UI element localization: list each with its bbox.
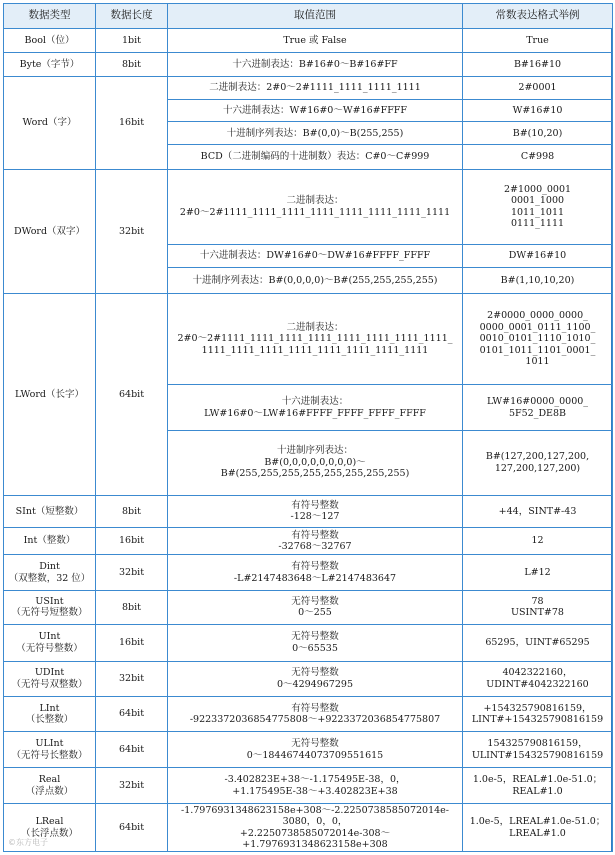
cell-value-range: -3.402823E+38～-1.175495E-38，0， +1.175495E-38～+3.402823E+38: [168, 767, 463, 803]
cell-data-length: 16bit: [96, 527, 168, 554]
table-row: [4, 53, 613, 76]
cell-data-length: 64bit: [96, 732, 168, 767]
cell-data-type: SInt（短整数）: [4, 495, 96, 527]
cell-data-length: 64bit: [96, 294, 168, 495]
cell-constant-example: True: [463, 29, 613, 53]
header-constant-example: 常数表达格式举例: [463, 4, 613, 29]
cell-constant-example: W#16#10: [463, 99, 613, 121]
cell-data-length: 32bit: [96, 169, 168, 294]
cell-value-range: 二进制表达： 2#0～2#1111_1111_1111_1111_1111_1111_1111_1111: [168, 169, 463, 244]
cell-data-length: 16bit: [96, 76, 168, 169]
cell-data-type: Int（整数）: [4, 527, 96, 554]
cell-data-type: Bool（位）: [4, 29, 96, 53]
cell-data-type: Byte（字节）: [4, 53, 96, 76]
table-row: [4, 527, 613, 554]
cell-value-range: BCD（二进制编码的十进制数）表达：C#0～C#999: [168, 145, 463, 169]
cell-data-length: 8bit: [96, 53, 168, 76]
table-row: [4, 495, 613, 527]
cell-constant-example: B#(127,200,127,200, 127,200,127,200): [463, 430, 613, 495]
cell-value-range: 无符号整数 0～65535: [168, 625, 463, 661]
cell-value-range: 无符号整数 0～18446744073709551615: [168, 732, 463, 767]
cell-value-range: 二进制表达：2#0～2#1111_1111_1111_1111: [168, 76, 463, 99]
cell-constant-example: B#(10,20): [463, 122, 613, 145]
header-value-range: 取值范围: [168, 4, 463, 29]
table-row: [4, 697, 613, 732]
cell-data-type: LInt （长整数）: [4, 697, 96, 732]
cell-value-range: 十六进制表达：W#16#0～W#16#FFFF: [168, 99, 463, 121]
cell-data-type: Word（字）: [4, 76, 96, 169]
cell-constant-example: 4042322160， UDINT#4042322160: [463, 661, 613, 696]
cell-constant-example: +44，SINT#-43: [463, 495, 613, 527]
cell-constant-example: B#16#10: [463, 53, 613, 76]
cell-constant-example: 154325790816159， ULINT#154325790816159: [463, 732, 613, 767]
cell-value-range: 有符号整数 -9223372036854775808～+9223372036854775807: [168, 697, 463, 732]
header-data-length: 数据长度: [96, 4, 168, 29]
cell-constant-example: LW#16#0000_0000_ 5F52_DE8B: [463, 385, 613, 431]
cell-constant-example: 65295，UINT#65295: [463, 625, 613, 661]
table-row: [4, 732, 613, 767]
cell-data-type: DWord（双字）: [4, 169, 96, 294]
cell-value-range: True 或 False: [168, 29, 463, 53]
cell-data-type: Real （浮点数）: [4, 767, 96, 803]
table-row: [4, 590, 613, 624]
cell-data-length: 32bit: [96, 767, 168, 803]
cell-data-type: UInt （无符号整数）: [4, 625, 96, 661]
cell-constant-example: +154325790816159， LINT#+154325790816159: [463, 697, 613, 732]
cell-constant-example: 1.0e-5，LREAL#1.0e-51.0； LREAL#1.0: [463, 804, 613, 852]
table-row: [4, 661, 613, 696]
cell-data-length: 64bit: [96, 804, 168, 852]
cell-data-type: UDInt （无符号双整数）: [4, 661, 96, 696]
cell-data-type: LReal （长浮点数）: [4, 804, 96, 852]
header-data-type: 数据类型: [4, 4, 96, 29]
cell-value-range: 有符号整数 -128～127: [168, 495, 463, 527]
cell-value-range: 无符号整数 0～4294967295: [168, 661, 463, 696]
cell-value-range: 十进制序列表达：B#(0,0)～B(255,255): [168, 122, 463, 145]
cell-data-length: 8bit: [96, 495, 168, 527]
cell-value-range: 十进制序列表达：B#(0,0,0,0)～B#(255,255,255,255): [168, 267, 463, 293]
table-row: [4, 169, 613, 244]
table-row: [4, 625, 613, 661]
cell-constant-example: 1.0e-5，REAL#1.0e-51.0； REAL#1.0: [463, 767, 613, 803]
table-row: [4, 76, 613, 99]
cell-data-length: 1bit: [96, 29, 168, 53]
cell-constant-example: C#998: [463, 145, 613, 169]
cell-value-range: 十六进制表达：DW#16#0～DW#16#FFFF_FFFF: [168, 244, 463, 267]
table-header: [4, 4, 613, 29]
cell-constant-example: 12: [463, 527, 613, 554]
cell-value-range: -1.7976931348623158e+308～-2.2250738585072014e-3080，0，0， +2.2250738585072014e-308～+1.7976931348623158e+308: [168, 804, 463, 852]
cell-value-range: 二进制表达： 2#0～2#1111_1111_1111_1111_1111_1111_1111_1111_ 1111_1111_1111_1111_1111_1111_1111_1111: [168, 294, 463, 385]
cell-data-length: 8bit: [96, 590, 168, 624]
cell-value-range: 有符号整数 -32768～32767: [168, 527, 463, 554]
cell-value-range: 十进制序列表达： B#(0,0,0,0,0,0,0,0)～ B#(255,255,255,255,255,255,255,255): [168, 430, 463, 495]
cell-value-range: 有符号整数 -L#2147483648～L#2147483647: [168, 555, 463, 590]
table-body: [4, 29, 613, 852]
cell-constant-example: 2#0000_0000_0000_ 0000_0001_0111_1100_ 0010_0101_1110_1010_ 0101_1011_1101_0001_ 1011: [463, 294, 613, 385]
table-row: [4, 29, 613, 53]
cell-data-type: LWord（长字）: [4, 294, 96, 495]
table-row: [4, 555, 613, 590]
cell-constant-example: L#12: [463, 555, 613, 590]
cell-value-range: 无符号整数 0～255: [168, 590, 463, 624]
cell-data-length: 32bit: [96, 555, 168, 590]
cell-constant-example: 2#1000_0001 0001_1000 1011_1011 0111_1111: [463, 169, 613, 244]
data-type-table: [3, 3, 613, 852]
table-row: [4, 294, 613, 385]
cell-data-length: 16bit: [96, 625, 168, 661]
cell-constant-example: 78 USINT#78: [463, 590, 613, 624]
cell-value-range: 十六进制表达：B#16#0～B#16#FF: [168, 53, 463, 76]
cell-data-type: Dint （双整数，32 位）: [4, 555, 96, 590]
cell-data-length: 64bit: [96, 697, 168, 732]
table-row: [4, 804, 613, 852]
cell-constant-example: 2#0001: [463, 76, 613, 99]
watermark: ©东方电子: [8, 838, 48, 847]
cell-constant-example: B#(1,10,10,20): [463, 267, 613, 293]
table-row: [4, 767, 613, 803]
cell-constant-example: DW#16#10: [463, 244, 613, 267]
cell-value-range: 十六进制表达： LW#16#0～LW#16#FFFF_FFFF_FFFF_FFFF: [168, 385, 463, 431]
cell-data-type: USInt （无符号短整数）: [4, 590, 96, 624]
cell-data-type: ULInt （无符号长整数）: [4, 732, 96, 767]
cell-data-length: 32bit: [96, 661, 168, 696]
